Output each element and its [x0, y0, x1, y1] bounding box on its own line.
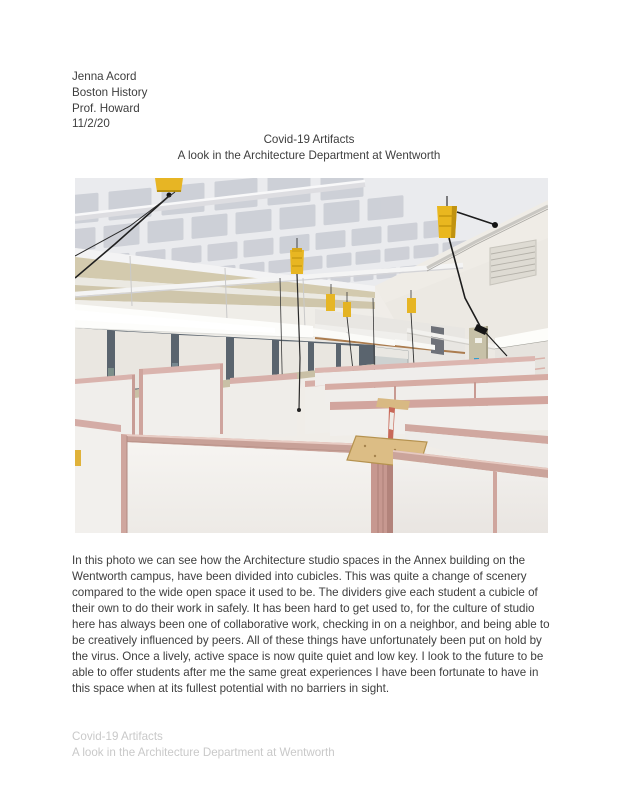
studio-photo [75, 178, 548, 533]
title-block [0, 132, 618, 164]
footer [72, 729, 335, 761]
author-block [72, 69, 147, 132]
course-name: Boston History [72, 85, 148, 99]
date: 11/2/20 [72, 117, 110, 131]
professor-name: Prof. Howard [72, 101, 140, 115]
footer-subtitle: A look in the Architecture Department at Wentworth [72, 746, 335, 759]
footer-title: Covid-19 Artifacts [72, 730, 163, 743]
author-name: Jenna Acord [72, 70, 137, 83]
body-paragraph: In this photo we can see how the Architecture studio spaces in the Annex building on the Wentworth campus, have been divided into cubicles. This was quite a change of scenery compared to the wide open space it used to be. The dividers give each student a cubicle of their own to do their work in safely. It has been hard to get used to, for the culture of studio here has always been one of collaborative work, checking in on a neighbor, and being able to be creatively influenced by peers. All of these things have unfortunately been put on hold by the virus. Once a lively, active space is now quite quiet and low key. I look to the future to be able to offer students after me the same great experiences I have been fortunate to have in this space when at its fullest potential with no barriers in sight. [72, 554, 550, 695]
page-title: Covid-19 Artifacts [263, 133, 355, 146]
studio-photo-graphic [75, 178, 548, 533]
page-subtitle: A look in the Architecture Department at Wentworth [177, 148, 441, 162]
